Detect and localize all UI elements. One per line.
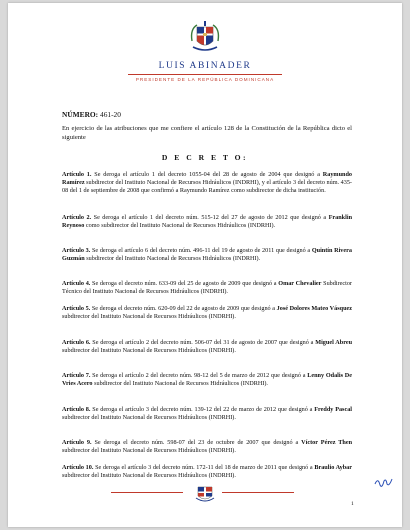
decree-heading: D E C R E T O: (161, 153, 249, 162)
article-text: subdirector del Instituto Nacional de Recursos Hidráulicos (INDRHI). (62, 313, 236, 321)
article-designee: Raymundo Ramírez (62, 171, 352, 187)
article-designee: Miguel Abreu (315, 339, 353, 346)
article-label: Artículo 5. (62, 305, 91, 312)
article-label: Artículo 10. (62, 464, 94, 471)
article-designee: Freddy Pascal (314, 406, 353, 413)
article-label: Artículo 4. (62, 280, 91, 287)
article-text: Se deroga el artículo 3 del decreto núm. 139-12 del 22 de marzo de 2012 que designó a (92, 406, 313, 413)
footer-divider-right (222, 492, 294, 493)
article-text: subdirector del Instituto Nacional de Recursos Hidráulicos (INDRHI). (62, 414, 236, 422)
article-text: subdirector del Instituto Nacional de Recursos Hidráulicos (INDRHI), y el artículo 3 del decreto núm. 435-08 del 1 de septiembre de 2008 que confirmó a Raymundo Ramírez como subdirector de dicha institución. (62, 179, 352, 195)
article-label: Artículo 1. (62, 171, 92, 178)
article-text: Se deroga el decreto núm. 598-07 del 23 de octubre de 2007 que designó a (94, 439, 299, 446)
article-text: Se deroga el artículo 2 del decreto núm. 506-07 del 31 de agosto de 2007 que designó a (92, 339, 314, 346)
decree-number-value: 461-20 (100, 110, 121, 119)
article-text: como subdirector del Instituto Nacional de Recursos Hidráulicos (INDRHI). (85, 222, 276, 230)
article-designee: José Dolores Mateo Vásquez (276, 305, 353, 312)
page-number: 1 (351, 501, 354, 507)
article-8 (62, 406, 352, 422)
article-text: Se deroga el artículo 2 del decreto núm. 98-12 del 5 de marzo de 2012 que designó a (92, 372, 306, 379)
article-designee: Lenny Odalis De Vries Acero (62, 372, 353, 388)
article-text: Se deroga el artículo 6 del decreto núm. 496-11 del 19 de agosto de 2011 que designó a (91, 247, 311, 254)
article-5 (62, 305, 352, 321)
footer-seal-icon (194, 482, 216, 504)
article-text: subdirector del Instituto Nacional de Recursos Hidráulicos (INDRHI). (62, 347, 236, 355)
article-2 (62, 214, 352, 230)
article-text: Se deroga el artículo 1 del decreto 1055-04 del 28 de agosto de 2004 que designó a (94, 171, 320, 178)
president-name: LUIS ABINADER (158, 61, 252, 71)
article-label: Artículo 7. (62, 372, 91, 379)
president-title: PRESIDENTE DE LA REPÚBLICA DOMINICANA (135, 77, 275, 82)
initials-signature-icon (373, 476, 393, 490)
article-label: Artículo 3. (62, 247, 91, 254)
article-label: Artículo 8. (62, 406, 91, 413)
article-label: Artículo 9. (62, 439, 92, 446)
article-1 (62, 171, 352, 195)
article-designee: Omar Chevalier (278, 280, 322, 287)
article-3 (62, 247, 352, 263)
article-text: subdirector del Instituto Nacional de Recursos Hidráulicos (INDRHI). (62, 472, 236, 480)
footer-divider-left (111, 492, 183, 493)
coat-of-arms-icon (187, 19, 223, 55)
article-text: subdirector del Instituto Nacional de Recursos Hidráulicos (INDRHI). (94, 380, 268, 388)
article-designee: Franklin Reynoso (62, 214, 353, 230)
decree-number (62, 110, 121, 119)
preamble: En ejercicio de las atribuciones que me confiere el artículo 128 de la Constitución de la República dicto el siguiente (62, 125, 352, 141)
header-divider (128, 74, 282, 75)
article-text: Se deroga el artículo 1 del decreto núm. 515-12 del 27 de agosto de 2012 que designó a (93, 214, 327, 221)
article-text: Se deroga el decreto núm. 633-09 del 25 de agosto de 2009 que designó a (92, 280, 277, 287)
article-10 (62, 464, 352, 480)
article-4 (62, 280, 352, 296)
article-label: Artículo 6. (62, 339, 91, 346)
article-designee: Víctor Pérez Then (301, 439, 353, 446)
decree-number-label: NÚMERO: (62, 110, 99, 119)
article-text: subdirector del Instituto Nacional de Recursos Hidráulicos (INDRHI). (62, 447, 236, 455)
article-text: Se deroga el artículo 3 del decreto núm. 172-11 del 18 de marzo de 2011 que designó a (95, 464, 313, 471)
article-text: Se deroga el decreto núm. 620-09 del 22 de agosto de 2009 que designó a (91, 305, 276, 312)
document-page (8, 3, 402, 527)
article-text: Subdirector Técnico del Instituto Nacional de Recursos Hidráulicos (INDRHI). (62, 280, 352, 296)
article-designee: Quintín Rivera Guzmán (62, 247, 352, 263)
article-label: Artículo 2. (62, 214, 92, 221)
article-9 (62, 439, 352, 455)
article-6 (62, 339, 352, 355)
article-7 (62, 372, 352, 388)
article-text: subdirector del Instituto Nacional de Recursos Hidráulicos (INDRHI). (86, 255, 261, 263)
article-designee: Braulio Aybar (314, 464, 353, 471)
